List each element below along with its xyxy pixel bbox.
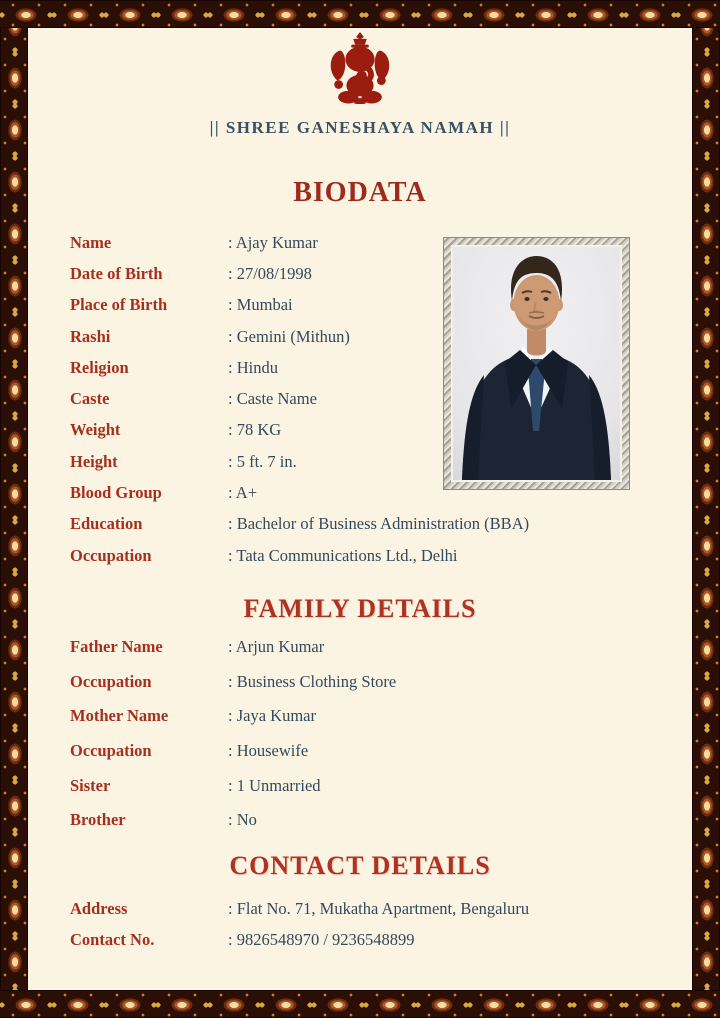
field-value: : 9826548970 / 9236548899 (228, 930, 415, 950)
field-row (70, 699, 686, 734)
field-value: : Hindu (228, 357, 278, 377)
field-row (70, 768, 686, 803)
field-row (70, 734, 686, 769)
field-row (70, 509, 686, 540)
field-label: Contact No. (70, 930, 155, 950)
field-row (70, 893, 686, 925)
field-label: Blood Group (70, 483, 162, 503)
field-value: : Flat No. 71, Mukatha Apartment, Bengaluru (228, 898, 530, 918)
field-value: : Jaya Kumar (228, 706, 316, 726)
field-row (70, 630, 686, 665)
field-label: Name (70, 232, 112, 252)
field-label: Caste (70, 389, 110, 409)
field-value: : 27/08/1998 (228, 263, 312, 283)
field-label: Mother Name (70, 706, 169, 726)
ornate-border-top (0, 0, 720, 28)
field-label: Rashi (70, 326, 111, 346)
field-value: : Bachelor of Business Administration (BBA) (228, 514, 530, 534)
field-label: Weight (70, 420, 121, 440)
family-section-title: FAMILY DETAILS (243, 594, 477, 623)
field-label: Brother (70, 810, 126, 830)
field-label: Sister (70, 775, 111, 795)
page-title: BIODATA (293, 177, 427, 208)
field-row (70, 803, 686, 838)
field-label: Occupation (70, 741, 152, 761)
field-value: : Arjun Kumar (228, 637, 325, 657)
field-value: : No (228, 810, 257, 830)
field-value: : Tata Communications Ltd., Delhi (228, 545, 458, 565)
field-row (70, 925, 686, 957)
field-label: Height (70, 451, 118, 471)
field-label: Father Name (70, 637, 163, 657)
field-label: Religion (70, 357, 129, 377)
field-label: Address (70, 898, 128, 918)
contact-fields (70, 893, 686, 956)
field-value: : Ajay Kumar (228, 232, 318, 252)
field-value: : Gemini (Mithun) (228, 326, 350, 346)
candidate-photo (451, 245, 622, 482)
field-value: : Housewife (228, 741, 309, 761)
field-value: : Mumbai (228, 295, 293, 315)
field-value: : Caste Name (228, 389, 317, 409)
contact-section-title: CONTACT DETAILS (229, 851, 491, 880)
field-label: Place of Birth (70, 295, 168, 315)
field-label: Occupation (70, 671, 152, 691)
field-label: Education (70, 514, 143, 534)
family-fields (70, 630, 686, 838)
field-value: : 1 Unmarried (228, 775, 321, 795)
invocation-text: || SHREE GANESHAYA NAMAH || (209, 118, 511, 137)
field-value: : A+ (228, 483, 258, 503)
ornate-border-bottom (0, 990, 720, 1018)
field-row (70, 665, 686, 700)
field-value: : Business Clothing Store (228, 671, 397, 691)
ganesha-icon (0, 31, 720, 110)
field-row (70, 540, 686, 571)
field-label: Occupation (70, 545, 152, 565)
field-value: : 78 KG (228, 420, 282, 440)
photo-frame (443, 237, 630, 490)
field-value: : 5 ft. 7 in. (228, 451, 297, 471)
field-label: Date of Birth (70, 263, 163, 283)
